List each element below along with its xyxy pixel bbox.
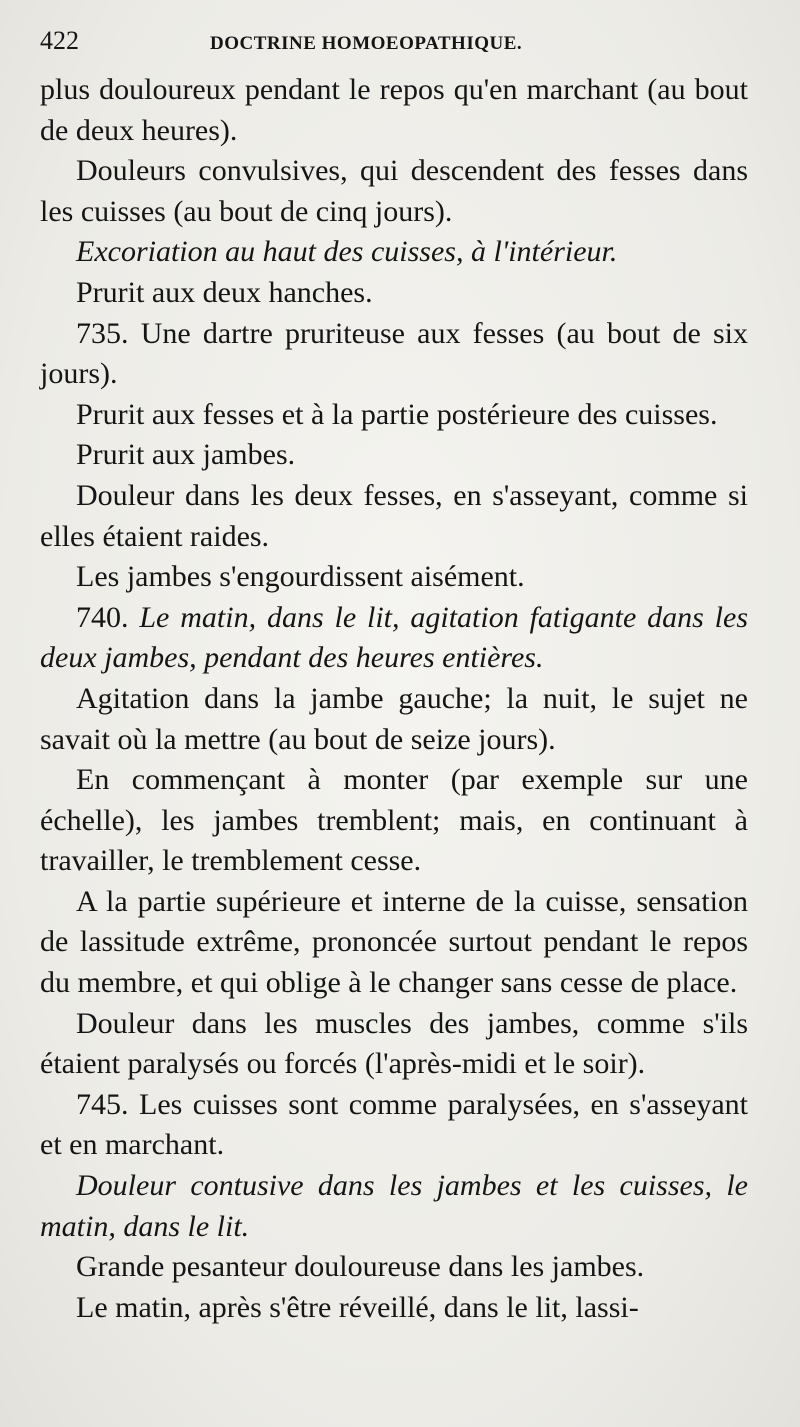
- paragraph: [40, 1288, 748, 1329]
- paragraph-text: Douleurs convulsives, qui descendent des fesses dans les cuisses (au bout de cinq jours).: [40, 154, 748, 228]
- paragraph-text: Les jambes s'engourdissent aisément.: [76, 560, 525, 594]
- paragraph: [40, 1085, 748, 1166]
- paragraph: [40, 882, 748, 1004]
- paragraph: [40, 1247, 748, 1288]
- body-text: [40, 70, 748, 1328]
- paragraph-text: En commençant à monter (par exemple sur une échelle), les jambes tremblent; mais, en continuant à travailler, le tremblement cesse.: [40, 763, 748, 878]
- paragraph-text: Prurit aux deux hanches.: [76, 275, 373, 309]
- page-number: 422: [40, 26, 79, 55]
- running-title: DOCTRINE HOMOEOPATHIQUE.: [210, 33, 523, 54]
- paragraph-text: Le matin, après s'être réveillé, dans le lit, lassi-: [76, 1290, 639, 1324]
- paragraph: [40, 476, 748, 557]
- paragraph-text: Prurit aux fesses et à la partie postérieure des cuisses.: [76, 397, 718, 431]
- paragraph: [40, 1004, 748, 1085]
- paragraph-text: Douleur contusive dans les jambes et les cuisses, le matin, dans le lit.: [40, 1169, 748, 1243]
- paragraph: [40, 679, 748, 760]
- paragraph: [40, 598, 748, 679]
- paragraph-text: Douleur dans les muscles des jambes, comme s'ils étaient paralysés ou forcés (l'après-midi et le soir).: [40, 1006, 748, 1081]
- paragraph-text: Douleur dans les deux fesses, en s'asseyant, comme si elles étaient raides.: [40, 478, 748, 553]
- paragraph-number: 740.: [76, 600, 129, 634]
- paragraph: [40, 760, 748, 882]
- page-header: [40, 26, 748, 70]
- paragraph: [40, 314, 748, 395]
- paragraph-text: Une dartre pruriteuse aux fesses (au bout de six jours).: [40, 316, 748, 391]
- paragraph-text: Les cuisses sont comme paralysées, en s'asseyant et en marchant.: [40, 1087, 748, 1162]
- paragraph-text: Prurit aux jambes.: [76, 438, 296, 472]
- paragraph: [40, 395, 748, 436]
- paragraph: [40, 435, 748, 476]
- paragraph-text: Excoriation au haut des cuisses, à l'intérieur.: [76, 235, 618, 269]
- paragraph-text: Grande pesanteur douloureuse dans les jambes.: [76, 1250, 645, 1284]
- paragraph: [40, 273, 748, 314]
- paragraph: [40, 232, 748, 273]
- paragraph: [40, 1166, 748, 1247]
- paragraph-number: 745.: [76, 1087, 129, 1121]
- paragraph: [40, 151, 748, 232]
- paragraph: [40, 557, 748, 598]
- paragraph: [40, 70, 748, 151]
- paragraph-text: plus douloureux pendant le repos qu'en marchant (au bout de deux heures).: [40, 73, 748, 147]
- paragraph-number: 735.: [76, 316, 129, 350]
- paragraph-text: Le matin, dans le lit, agitation fatigante dans les deux jambes, pendant des heures entières.: [40, 600, 748, 675]
- paragraph-text: A la partie supérieure et interne de la cuisse, sensation de lassitude extrême, prononcée surtout pendant le repos du membre, et qui oblige à le changer sans cesse de place.: [40, 884, 748, 1000]
- paragraph-text: Agitation dans la jambe gauche; la nuit, le sujet ne savait où la mettre (au bout de seize jours).: [40, 681, 748, 756]
